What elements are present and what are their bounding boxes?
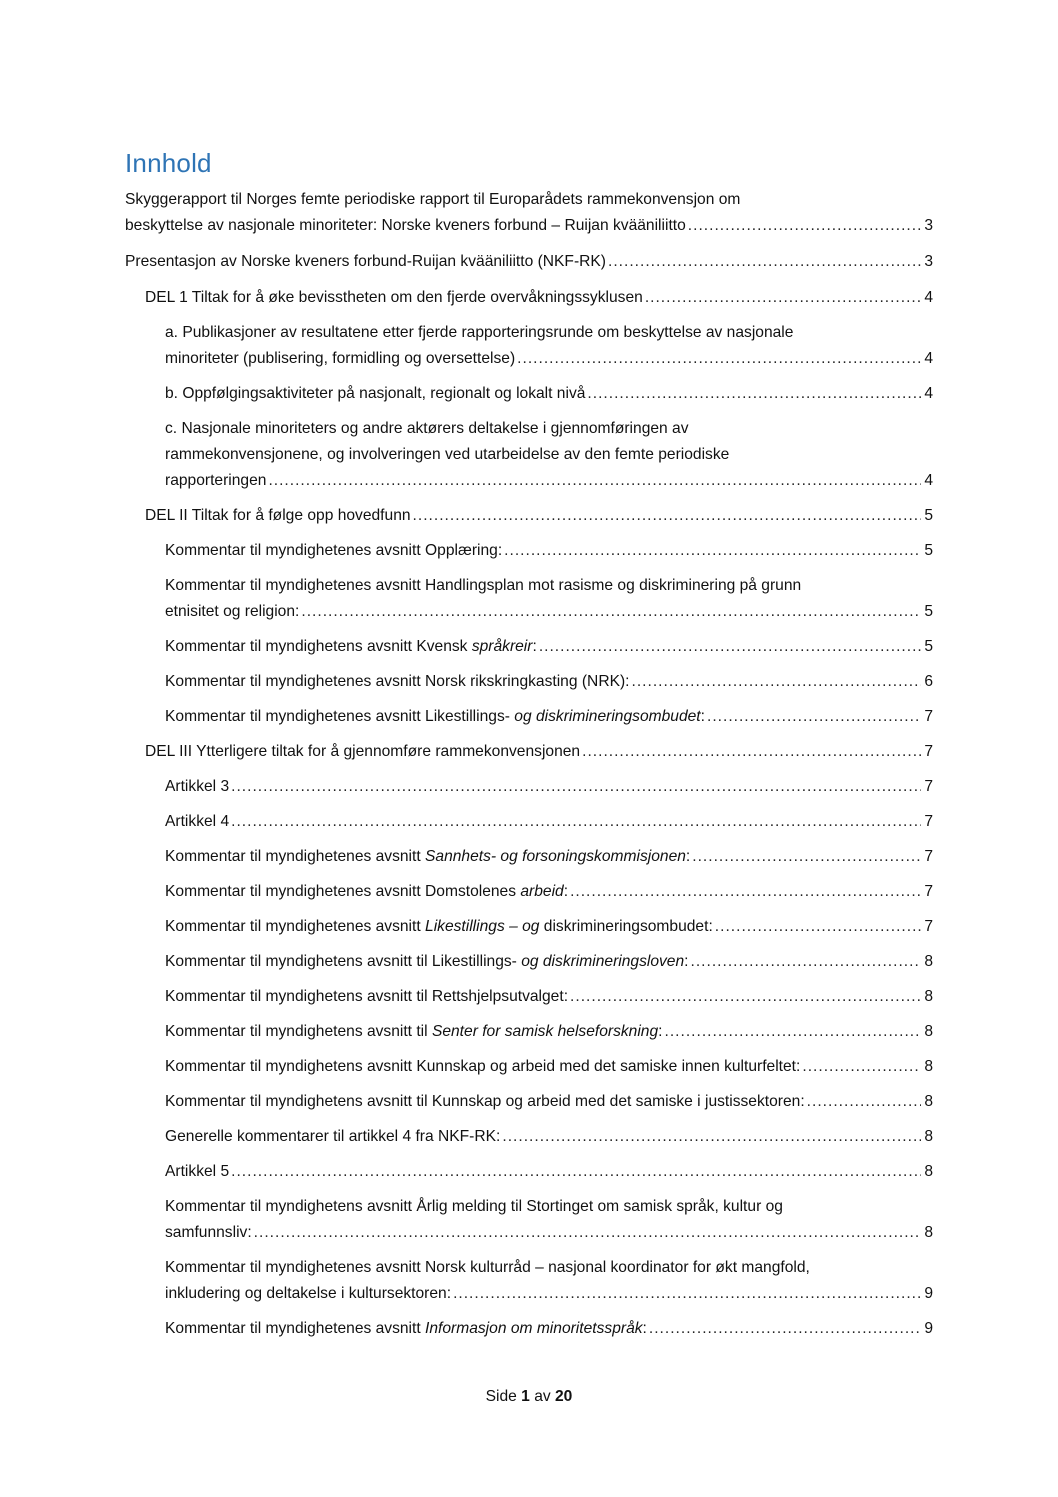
dot-leader [692,844,921,870]
toc-page-number: 8 [924,1128,933,1145]
toc-entry-title-part: : [658,1023,663,1040]
dot-leader [504,538,921,564]
dot-leader [231,809,921,835]
footer-middle: av [529,1388,555,1405]
toc-page-number: 5 [924,603,933,620]
dot-leader [688,213,921,239]
dot-leader [502,1124,921,1150]
dot-leader [453,1281,921,1307]
toc-page-number: 9 [924,1320,933,1337]
toc-entry[interactable] [165,1124,933,1150]
toc-page-number: 7 [924,848,933,865]
toc-entry[interactable] [165,1089,933,1115]
toc-entry-title-italic: arbeid [520,883,564,900]
dot-leader [715,914,921,940]
toc-entry-title-part: : [700,708,705,725]
dot-leader [691,949,922,975]
toc-entry-title: DEL 1 Tiltak for å øke bevisstheten om den fjerde overvåkningssyklusen [145,289,643,306]
toc-entry-line: Kommentar til myndighetenes avsnitt Handlingsplan mot rasisme og diskriminering på grunn [165,577,802,594]
toc-page-number: 8 [924,1058,933,1075]
toc-entry[interactable] [165,381,933,407]
dot-leader [231,774,921,800]
footer-prefix: Side [485,1388,522,1405]
toc-page-number: 3 [924,217,933,234]
dot-leader [632,669,921,695]
dot-leader [231,1159,921,1185]
toc-entry-title: etnisitet og religion: [165,603,300,620]
footer-current-page: 1 [521,1388,530,1405]
toc-page-number: 5 [924,638,933,655]
toc-page-number: 5 [924,542,933,559]
toc-page-number: 8 [924,1224,933,1241]
toc-page-number: 7 [924,708,933,725]
toc-entry[interactable] [165,538,933,564]
toc-entry-title: DEL II Tiltak for å følge opp hovedfunn [145,507,411,524]
dot-leader [608,249,921,275]
toc-page-number: 7 [924,883,933,900]
toc-entry[interactable] [165,879,933,905]
toc-entry[interactable] [165,914,933,940]
toc-entry-title-italic: Senter for samisk helseforskning [431,1023,659,1040]
toc-entry-title: Artikkel 4 [165,813,230,830]
dot-leader [802,1054,921,1080]
toc-entry-title: Kommentar til myndighetenes avsnitt Norsk rikskringkasting (NRK): [165,673,630,690]
toc-entry-title-italic: og diskrimineringsloven [521,953,685,970]
toc-page-number: 4 [924,385,933,402]
toc-entry-title-italic: Sannhets- og forsoningskommisjonen [425,848,686,865]
toc-page-number: 3 [924,253,933,270]
toc-page-number: 4 [924,289,933,306]
dot-leader [707,704,921,730]
toc-entry-title [165,914,713,940]
toc-entry-title-part: Kommentar til myndighetens avsnitt til [165,1023,432,1040]
toc-page-number: 4 [924,350,933,367]
toc-entry-title-part: : [532,638,537,655]
dot-leader [649,1316,921,1342]
toc-entry[interactable] [165,416,933,494]
toc-page-number: 7 [924,743,933,760]
toc-entry-title: rapporteringen [165,472,267,489]
toc-page-number: 7 [924,778,933,795]
toc-entry-title [165,1019,663,1045]
toc-entry-title-part: Kommentar til myndighetenes avsnitt [165,1320,426,1337]
dot-leader [645,285,921,311]
toc-entry-title: minoriteter (publisering, formidling og oversettelse) [165,350,516,367]
toc-entry-title: DEL III Ytterligere tiltak for å gjennomføre rammekonvensjonen [145,743,581,760]
toc-page-number: 5 [924,507,933,524]
toc-entry-title-italic: Likestillings – og [425,918,540,935]
table-of-contents [0,187,1058,1342]
toc-entry-title-part: : [642,1320,647,1337]
dot-leader [665,1019,922,1045]
toc-page-number: 6 [924,673,933,690]
toc-entry-title: samfunnsliv: [165,1224,252,1241]
toc-entry[interactable] [145,739,933,765]
toc-entry-title [165,634,537,660]
toc-entry[interactable] [165,1159,933,1185]
toc-entry-title [165,844,690,870]
toc-entry-title: Generelle kommentarer til artikkel 4 fra NKF-RK: [165,1128,501,1145]
toc-entry[interactable] [165,320,933,372]
dot-leader [268,468,921,494]
toc-entry[interactable] [145,503,933,529]
toc-entry-title-part: Kommentar til myndighetenes avsnitt Domstolenes [165,883,521,900]
dot-leader [807,1089,921,1115]
toc-entry[interactable] [165,573,933,625]
toc-entry-line: rammekonvensjonene, og involveringen ved utarbeidelse av den femte periodiske [165,446,730,463]
toc-entry[interactable] [165,1054,933,1080]
toc-entry-line: Kommentar til myndighetens avsnitt Årlig melding til Stortinget om samisk språk, kultur og [165,1198,783,1215]
toc-entry-title-part: Kommentar til myndighetenes avsnitt [165,918,426,935]
toc-entry[interactable] [165,949,933,975]
toc-entry[interactable] [165,1316,933,1342]
toc-page-number: 8 [924,1093,933,1110]
dot-leader [517,346,921,372]
toc-entry[interactable] [165,634,933,660]
toc-entry[interactable] [165,1255,933,1307]
toc-entry-title [165,704,705,730]
toc-entry-title: Kommentar til myndighetens avsnitt til Rettshjelpsutvalget: [165,988,569,1005]
toc-entry-title: Kommentar til myndighetenes avsnitt Opplæring: [165,542,503,559]
toc-page-number: 8 [924,1163,933,1180]
toc-entry-title: Kommentar til myndighetens avsnitt til Kunnskap og arbeid med det samiske i justissektoren: [165,1093,805,1110]
toc-entry[interactable] [165,984,933,1010]
toc-entry-title-part: : [685,848,691,865]
toc-entry-title-part: : [563,883,569,900]
toc-entry-title-part: Kommentar til myndighetens avsnitt Kvensk [165,638,472,655]
toc-entry-title [165,949,689,975]
toc-entry-title-part: Kommentar til myndighetenes avsnitt Likestillings- [165,708,515,725]
toc-entry[interactable] [125,249,933,275]
toc-page-number: 7 [924,918,933,935]
toc-entry-title [165,1316,647,1342]
footer-total-pages: 20 [555,1388,573,1405]
toc-page-number: 8 [924,1023,933,1040]
toc-entry-title-italic: språkreir [471,638,533,655]
toc-entry-title: Artikkel 5 [165,1163,230,1180]
toc-entry[interactable] [165,1019,933,1045]
toc-entry[interactable] [165,704,933,730]
dot-leader [587,381,921,407]
toc-entry-title: beskyttelse av nasjonale minoriteter: Norske kveners forbund – Ruijan kvääniliitto [125,217,686,234]
toc-entry-title-part: : [684,953,689,970]
toc-entry-title: Artikkel 3 [165,778,230,795]
toc-entry[interactable] [165,669,933,695]
dot-leader [539,634,921,660]
toc-entry-line: c. Nasjonale minoriteters og andre aktørers deltakelse i gjennomføringen av [165,420,689,437]
toc-page-number: 7 [924,813,933,830]
page-footer [0,1388,1058,1406]
toc-page-number: 8 [924,953,933,970]
toc-entry-title [165,879,568,905]
toc-entry[interactable] [165,809,933,835]
toc-entry[interactable] [165,774,933,800]
toc-entry-title: Kommentar til myndighetens avsnitt Kunnskap og arbeid med det samiske innen kulturfeltet: [165,1058,801,1075]
toc-entry-line: Kommentar til myndighetenes avsnitt Norsk kulturråd – nasjonal koordinator for økt mangfold, [165,1259,810,1276]
toc-page-number: 4 [924,472,933,489]
dot-leader [254,1220,921,1246]
dot-leader [570,984,921,1010]
toc-entry-title: Presentasjon av Norske kveners forbund-Ruijan kvääniliitto (NKF-RK) [125,253,607,270]
toc-entry[interactable] [165,1194,933,1246]
toc-entry-title: inkludering og deltakelse i kultursektoren: [165,1285,452,1302]
dot-leader [301,599,921,625]
toc-entry-line: a. Publikasjoner av resultatene etter fjerde rapporteringsrunde om beskyttelse av nasjonale [165,324,794,341]
toc-entry-title-italic: og diskrimineringsombudet [514,708,701,725]
toc-entry-title-part: diskrimineringsombudet: [539,918,713,935]
dot-leader [413,503,921,529]
toc-entry-title-part: Kommentar til myndighetens avsnitt til Likestillings- [165,953,522,970]
toc-page-number: 9 [924,1285,933,1302]
toc-entry[interactable] [125,187,933,239]
toc-entry[interactable] [145,285,933,311]
toc-entry-line: Skyggerapport til Norges femte periodiske rapport til Europarådets rammekonvensjon om [125,191,741,208]
toc-entry[interactable] [165,844,933,870]
toc-entry-title-italic: Informasjon om minoritetsspråk [425,1320,643,1337]
toc-entry-title-part: Kommentar til myndighetenes avsnitt [165,848,426,865]
toc-title: Innhold [125,148,212,178]
toc-entry-title: b. Oppfølgingsaktiviteter på nasjonalt, regionalt og lokalt nivå [165,385,586,402]
toc-page-number: 8 [924,988,933,1005]
dot-leader [582,739,921,765]
dot-leader [570,879,921,905]
